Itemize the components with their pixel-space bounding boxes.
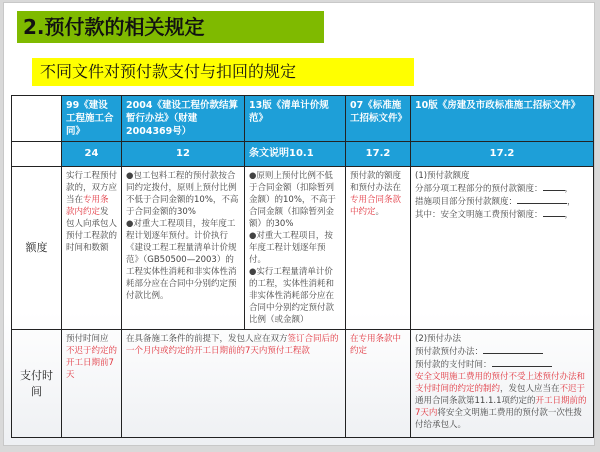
clause-4: 17.2 — [346, 142, 411, 167]
cell-amount-5: (1)预付款额度 分部分项工程部分的预付款额度： ， 措施项目部分预付款额度： ， 其中：安全文明施工费预付额度： ， — [411, 167, 594, 330]
highlight-text: 预付工程款 — [267, 346, 310, 356]
clause-5: 17.2 — [411, 142, 594, 167]
highlight-text: 开工日期前的7天内 — [415, 396, 587, 418]
text: 。 — [375, 207, 385, 217]
highlight-text: 安全文明施工费用的预付不受上述预付办法和支付时间的约定的制约 — [415, 372, 586, 394]
blank-line — [517, 195, 567, 204]
highlight-text: 专用合同条款中约定 — [350, 195, 402, 217]
text: 发包人向承包人预付工程款的时间和数额 — [66, 207, 118, 253]
clause-2: 12 — [122, 142, 245, 167]
header-col-2: 2004《建设工程价款结算暂行办法》（财建2004369号） — [122, 96, 245, 142]
text: 分部分项工程部分的预付款额度： — [415, 184, 543, 194]
blank-line — [483, 345, 543, 354]
cell-amount-4 — [346, 167, 411, 330]
row-label-payment-time: 支付时间 — [12, 330, 62, 438]
header-col-4: 07《标准施工招标文件》 — [346, 96, 411, 142]
text: ，发包人应当在 — [500, 384, 560, 394]
highlight-text: 不迟于约定的开工日期前7天 — [66, 346, 118, 380]
header-col-3: 13版《清单计价规范》 — [245, 96, 346, 142]
clause-row — [12, 142, 594, 167]
cell-time-5 — [411, 330, 594, 438]
prepayment-table — [11, 95, 594, 438]
header-row — [12, 96, 594, 142]
cell-amount-1 — [62, 167, 122, 330]
cell-amount-3: ●原则上预付比例不低于合同金额（扣除暂列金额）的10%，不高于合同金额（扣除暂列金额）的30% ●对重大工程项目，按年度工程计划逐年预付。 ●实行工程量清单计价的工程，实体性消耗和非实体性消耗部分应在合同中分别约定预付款比例（或金额） — [245, 167, 346, 330]
text: (2)预付办法 — [415, 334, 462, 344]
text: 实行工程预付款的，双方应当在 — [66, 171, 118, 205]
highlight-text: 不迟于 — [559, 384, 586, 394]
table-row-amount — [12, 167, 594, 330]
blank-line — [543, 182, 565, 191]
highlight-text: 签订合同后的一个月内或约定的开工日期前的7天内 — [126, 334, 339, 356]
blank-line — [543, 208, 565, 217]
cell-amount-2: ●包工包料工程的预付款按合同约定拨付，原则上预付比例不低于合同金额的10%，不高于合同金额的30% ●对重大工程项目，按年度工程计划逐年预付。计价执行《建设工程工程量清单计价规范》（GB50500—2003）的工程实体性消耗和非实体性消耗部分应在合同中分别约定预付款比例。 — [122, 167, 245, 330]
text: (1)预付款额度 — [415, 171, 470, 181]
text: 措施项目部分预付款额度： — [415, 197, 518, 207]
text: 预付款的支付时间： — [415, 360, 492, 370]
header-col-1: 99《建设工程施工合同》 — [62, 96, 122, 142]
blank-line — [492, 358, 552, 367]
table-row-payment-time — [12, 330, 594, 438]
cell-time-1 — [62, 330, 122, 438]
text: 在具备施工条件的前提下，发包人应在双方 — [126, 334, 288, 344]
clause-empty — [12, 142, 62, 167]
text: 预付时间应 — [66, 334, 109, 344]
clause-1: 24 — [62, 142, 122, 167]
slide-title: 2.预付款的相关规定 — [17, 11, 324, 43]
text: 其中：安全文明施工费预付额度： — [415, 210, 543, 220]
cell-time-4: 在专用条款中约定 — [346, 330, 411, 438]
slide — [3, 2, 595, 446]
text: 通用合同条款第11.1.1项约定的 — [415, 396, 536, 406]
header-empty — [12, 96, 62, 142]
row-label-amount: 额度 — [12, 167, 62, 330]
text: 将安全文明施工费用的预付款一次性拨付给承包人。 — [415, 408, 582, 430]
highlight-text: 专用条款内约定 — [66, 195, 109, 217]
header-col-5: 10版《房建及市政标准施工招标文件》 — [411, 96, 594, 142]
text: 预付款预付办法： — [415, 347, 484, 357]
slide-subtitle: 不同文件对预付款支付与扣回的规定 — [32, 58, 414, 86]
cell-time-2 — [122, 330, 346, 438]
clause-3: 条文说明10.1 — [245, 142, 346, 167]
text: 预付款的额度和预付办法在 — [350, 171, 402, 193]
